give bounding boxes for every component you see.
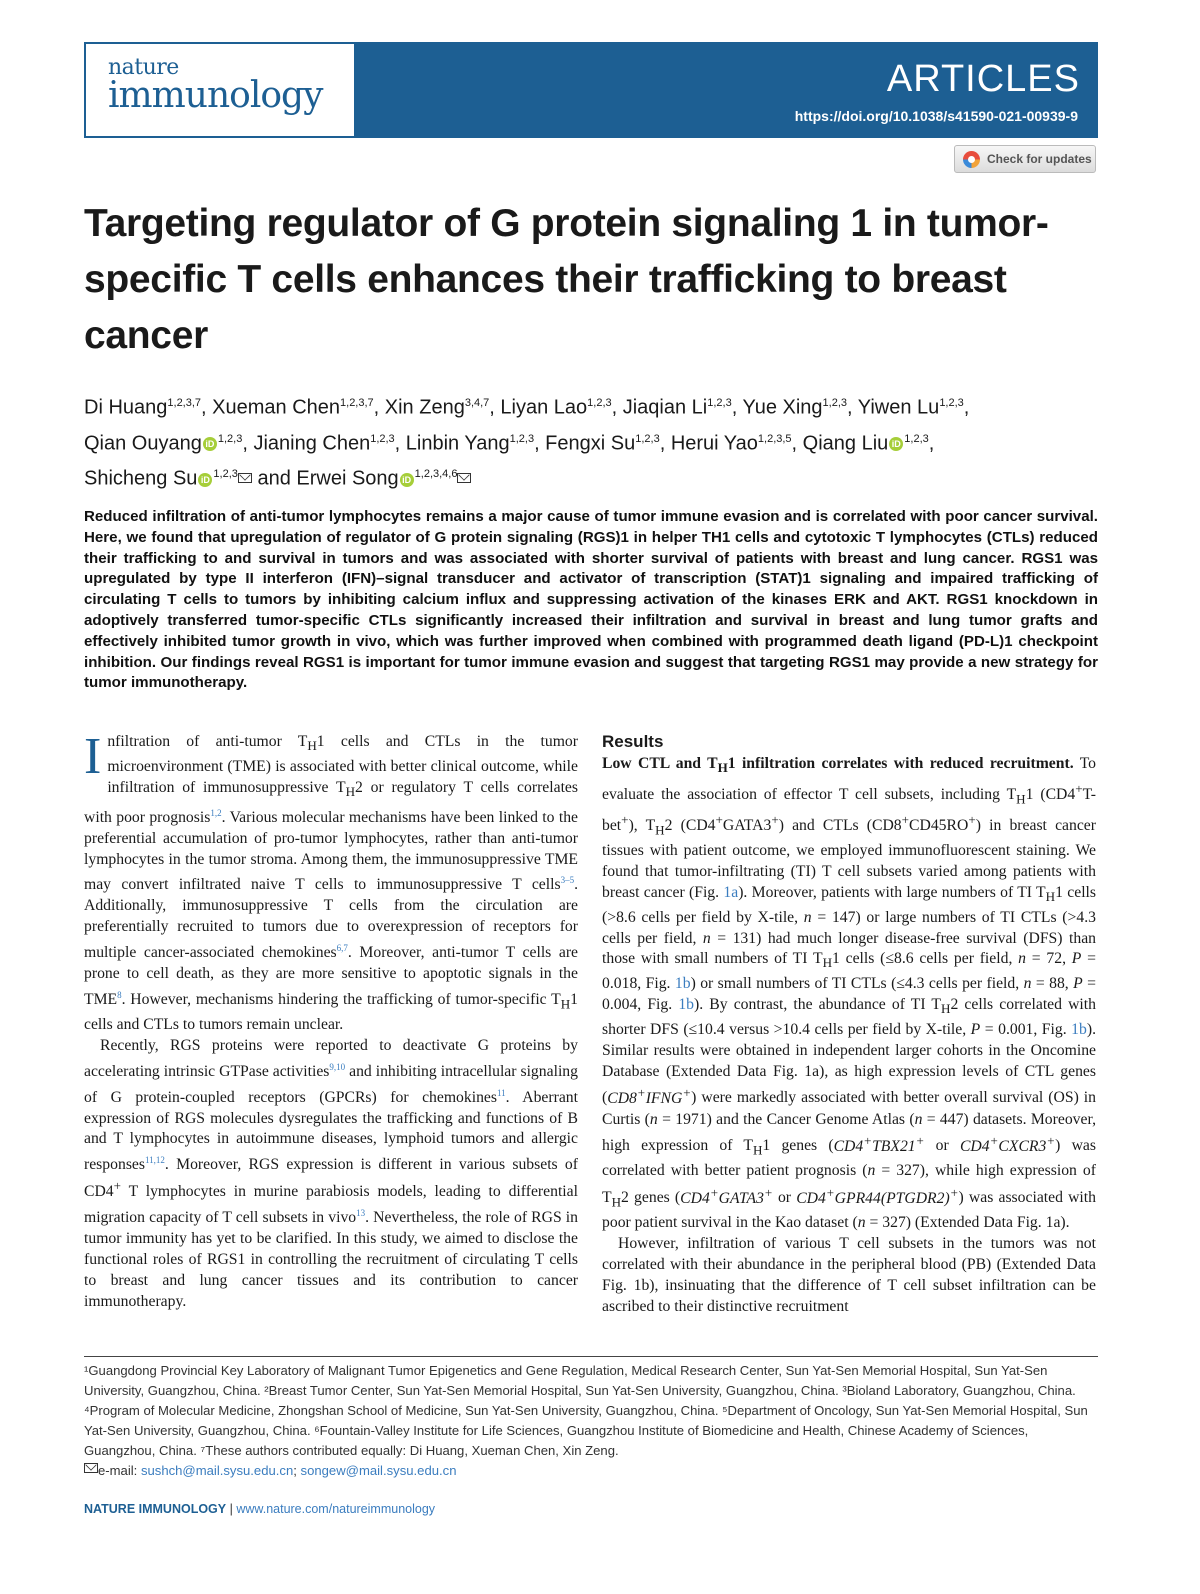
journal-logo[interactable] (86, 44, 354, 136)
mail-icon[interactable] (457, 473, 471, 483)
email-separator: ; (293, 1463, 301, 1478)
body-column-right (602, 732, 1096, 1317)
check-for-updates-label: Check for updates (987, 152, 1092, 166)
doi-link[interactable]: https://doi.org/10.1038/s41590-021-00939-9 (794, 108, 1078, 124)
abstract: Reduced infiltration of anti-tumor lymphocytes remains a major cause of tumor immune evasion and is correlated with poor cancer survival. Here, we found that upregulation of regulator of G protein signaling (RGS)1 in helper TH1 cells and cytotoxic T lymphocytes (CTLs) reduced their trafficking to and survival in tumors and was associated with shorter survival of patients with breast and lung cancer. RGS1 was upregulated by type II interferon (IFN)–signal transducer and activator of transcription (STAT)1 signaling and impaired trafficking of circulating T cells to tumors by inhibiting calcium influx and suppressing activation of the kinases ERK and AKT. RGS1 knockdown in adoptively transferred tumor-specific CTLs significantly increased their infiltration and survival in breast and lung tumor grafts and effectively inhibited tumor growth in vivo, which was further improved when combined with programmed death ligand (PD-L)1 checkpoint inhibition. Our findings reveal RGS1 is important for tumor immune evasion and suggest that targeting RGS1 may provide a new strategy for tumor immunotherapy. (84, 508, 1098, 692)
intro-paragraph-1: Infiltration of anti-tumor $T_H1$ cells and CTLs in the tumor microenvironment (TME) is associated with better clinical outcome, while infiltration of immunosuppressive $T_H2$ or regulatory T cells correlates with poor prognosis$^{1,2}$. Various molecular mechanisms have been linked to the preferential accumulation of pro-tumor lymphocytes, rather than anti-tumor lymphocytes in the tumor stroma. Among them, the immunosuppressive TME may convert infiltrated naive T cells to immunosuppressive T cells$^{3-5}$. Additionally, immunosuppressive T cells from the circulation are preferentially recruited to tumors due to overexpression of receptors for multiple cancer-associated chemokines$^{6,7}$. Moreover, anti-tumor T cells are prone to cell death, as they are more sensitive to apoptotic signals in the TME$^8$. However, mechanisms hindering the trafficking of tumor-specific $T_H1$ cells and CTLs to tumors remain unclear. (84, 728, 579, 1033)
author-list: Di Huang$^{1,2,3,7}$, Xueman Chen$^{1,2,3,7}$, Xin Zeng$^{3,4,7}$, Liyan Lao$^{1,2,3}$, Jiaqian Li$^{1,2,3}$, Yue Xing$^{1,2,3}$, Yiwen Lu$^{1,2,3}$, Qian Ouyang iD $^{1,2,3}$, Jianing Chen$^{1,2,3}$, Linbin Yang$^{1,2,3}$, Fengxi Su$^{1,2,3}$, Herui Yao$^{1,2,3,5}$, Qiang Liu iD $^{1,2,3}$, Shicheng Su iD $^{1,2,3}$ and Erwei Song iD $^{1,2,3,4,6}$ (84, 396, 970, 490)
orcid-icon[interactable]: iD (889, 437, 903, 451)
logo-line-2: immunology (108, 75, 323, 116)
section-label: ARTICLES (886, 58, 1080, 100)
logo-line-1: nature (108, 55, 179, 80)
page-footer (84, 1502, 435, 1516)
journal-header (84, 42, 1098, 138)
results-paragraph-2: However, infiltration of various T cell subsets in the tumors was not correlated with their abundance in the peripheral blood (PB) (Extended Data Fig. 1b), insinuating that the difference of T cell subset infiltration can be ascribed to their distinctive recruitment (602, 1235, 1096, 1315)
email-link-song[interactable]: songew@mail.sysu.edu.cn (300, 1463, 457, 1478)
orcid-icon[interactable]: iD (400, 473, 414, 487)
intro-paragraph-2: Recently, RGS proteins were reported to deactivate G proteins by accelerating intrinsic GTPase activities$^{9,10}$ and inhibiting intracellular signaling of G protein-coupled receptors (GPCRs) for chemokines$^{11}$. Aberrant expression of RGS molecules dysregulates the trafficking and functions of B and T lymphocytes in autoimmune diseases, lymphoid tumors and allergic responses$^{11,12}$. Moreover, RGS expression is different in various subsets of CD4+ T lymphocytes in murine parabiosis models, leading to differential migration capacity of T cell subsets in vivo$^{13}$. Nevertheless, the role of RGS in tumor immunity has yet to be clarified. In this study, we aimed to disclose the functional roles of RGS1 in controlling the recruitment of circulating T cells to breast and lung cancer tissues and its contribution to cancer immunotherapy. (84, 1036, 578, 1310)
article-title: Targeting regulator of G protein signaling 1 in tumor-specific T cells enhances their trafficking to breast cancer (84, 202, 1049, 357)
mail-icon (84, 1463, 98, 1473)
email-link-su[interactable]: sushch@mail.sysu.edu.cn (140, 1463, 294, 1478)
orcid-icon[interactable]: iD (198, 473, 212, 487)
drop-cap: I (84, 728, 102, 785)
footer-journal-name: NATURE IMMUNOLOGY (84, 1502, 227, 1516)
orcid-icon[interactable]: iD (203, 437, 217, 451)
mail-icon[interactable] (238, 473, 252, 483)
email-label: e-mail: (98, 1463, 141, 1478)
check-for-updates-button[interactable] (954, 145, 1096, 173)
body-column-left (84, 728, 579, 1312)
results-heading: Results (602, 732, 664, 751)
affiliation-footnotes (84, 1361, 1098, 1481)
crossmark-icon (963, 151, 980, 168)
footer-separator: | (226, 1502, 237, 1516)
affiliations-text: ¹Guangdong Provincial Key Laboratory of Malignant Tumor Epigenetics and Gene Regulation, Medical Research Center, Sun Yat-Sen Memorial Hospital, Sun Yat-Sen University, Guangzhou, China. ²Breast Tumor Center, Sun Yat-Sen Memorial Hospital, Sun Yat-Sen University, Guangzhou, China. ³Bioland Laboratory, Guangzhou, China. ⁴Program of Molecular Medicine, Zhongshan School of Medicine, Sun Yat-Sen University, Guangzhou, China. ⁵Department of Oncology, Sun Yat-Sen Memorial Hospital, Sun Yat-Sen University, Guangzhou, China. ⁶Fountain-Valley Institute for Life Sciences, Guangzhou Institute of Biomedicine and Health, Chinese Academy of Sciences, Guangzhou, China. ⁷These authors contributed equally: Di Huang, Xueman Chen, Xin Zeng. (84, 1363, 1088, 1458)
results-paragraph-1: Low CTL and $T_H1$ infiltration correlates with reduced recruitment. To evaluate the association of effector T cell subsets, including $T_H1$ (CD4+T-bet+), $T_H2$ (CD4+GATA3+) and CTLs (CD8+CD45RO+) in breast cancer tissues with patient outcome, we employed immunofluorescent staining. We found that tumor-infiltrating (TI) T cell subsets varied among patients with breast cancer (Fig. 1a). Moreover, patients with large numbers of TI $T_H1$ cells (>8.6 cells per field by X-tile, n = 147) or large numbers of TI CTLs (>4.3 cells per field, n = 131) had much longer disease-free survival (DFS) than those with small numbers of TI $T_H1$ cells (≤8.6 cells per field, n = 72, P = 0.018, Fig. 1b) or small numbers of TI CTLs (≤4.3 cells per field, n = 88, P = 0.004, Fig. 1b). By contrast, the abundance of TI $T_H2$ cells correlated with shorter DFS (≤10.4 versus >10.4 cells per field by X-tile, P = 0.001, Fig. 1b). Similar results were obtained in independent larger cohorts in the Oncomine Database (Extended Data Fig. 1a), as high expression levels of CTL genes (CD8+IFNG+) were markedly associated with better overall survival (OS) in Curtis (n = 1971) and the Cancer Genome Atlas (n = 447) datasets. Moreover, high expression of $T_H1$ genes (CD4+TBX21+ or CD4+CXCR3+) was correlated with better patient prognosis (n = 327), while high expression of $T_H2$ genes (CD4+GATA3+ or CD4+GPR44(PTGDR2)+) was associated with poor patient survival in the Kao dataset (n = 327) (Extended Data Fig. 1a). (602, 755, 1097, 1232)
footer-journal-url[interactable]: www.nature.com/natureimmunology (236, 1502, 436, 1516)
footnote-divider (84, 1356, 1098, 1357)
